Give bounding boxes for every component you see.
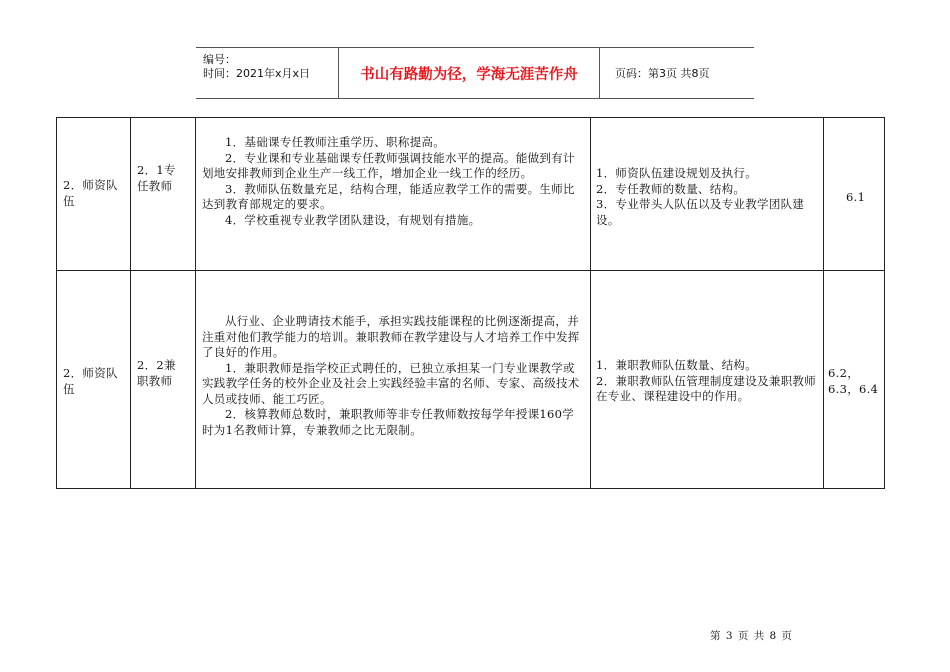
row1-content-line: 4．学校重视专业教学团队建设，有规划有措施。 <box>225 212 481 227</box>
row2-content-line: 2．核算教师总数时，兼职教师等非专任教师数按每学年授课160学时为1名教师计算，专兼教师之比无限制。 <box>202 407 575 437</box>
row1-content-line: 2．专业课和专业基础课专任教师强调技能水平的提高。能做到有计划地安排教师到企业生产一线工作，增加企业一线工作的经历。 <box>202 150 575 180</box>
row2-content-line: 1．兼职教师是指学校正式聘任的，已独立承担某一门专业课教学或实践教学任务的校外企业及社会上实践经验丰富的名师、专家、高级技术人员或技师、能工巧匠。 <box>202 360 580 406</box>
row2-ref: 6.2，6.3，6.4 <box>828 366 879 396</box>
number-label: 编号： <box>203 53 236 66</box>
row1-content-line: 1．基础课专任教师注重学历、职称提高。 <box>225 135 446 149</box>
row1-subcategory: 2．1专任教师 <box>137 163 176 193</box>
row2-content-line: 从行业、企业聘请技术能手，承担实践技能课程的比例逐渐提高，并注重对他们教学能力的培训。兼职教师在教学建设与人才培养工作中发挥了良好的作用。 <box>202 314 580 359</box>
row1-ref: 6.1 <box>846 190 866 204</box>
row2-content <box>202 314 582 438</box>
header-page-code <box>609 48 754 98</box>
page-header <box>196 47 754 99</box>
row2-points <box>596 358 818 405</box>
row1-point: 2．专任教师的数量、结构。 <box>596 181 746 196</box>
row1-content-line: 3．教师队伍数量充足，结构合理，能适应教学工作的需要。生师比达到教育部规定的要求。 <box>202 181 575 211</box>
header-motto: 书山有路勤为径，学海无涯苦作舟 <box>339 48 600 98</box>
standards-table <box>56 117 885 489</box>
page-code-text: 页码：第3页 共8页 <box>615 67 710 80</box>
row2-point: 2．兼职教师队伍管理制度建设及兼职教师在专业、课程建设中的作用。 <box>596 373 817 403</box>
row1-content <box>202 135 582 228</box>
header-info-cell <box>196 48 339 98</box>
row1-category: 2．师资队伍 <box>63 178 118 208</box>
row1-points <box>596 166 818 228</box>
row1-point: 1．师资队伍建设规划及执行。 <box>596 166 758 180</box>
row2-point: 1．兼职教师队伍数量、结构。 <box>596 358 758 372</box>
page-footer: 第 3 页 共 8 页 <box>710 630 794 642</box>
row1-point: 3．专业带头人队伍以及专业教学团队建设。 <box>596 197 805 227</box>
row2-subcategory: 2．2兼职教师 <box>137 358 176 388</box>
time-label: 时间：2021年x月x日 <box>203 67 311 80</box>
row2-category: 2．师资队伍 <box>63 366 118 396</box>
